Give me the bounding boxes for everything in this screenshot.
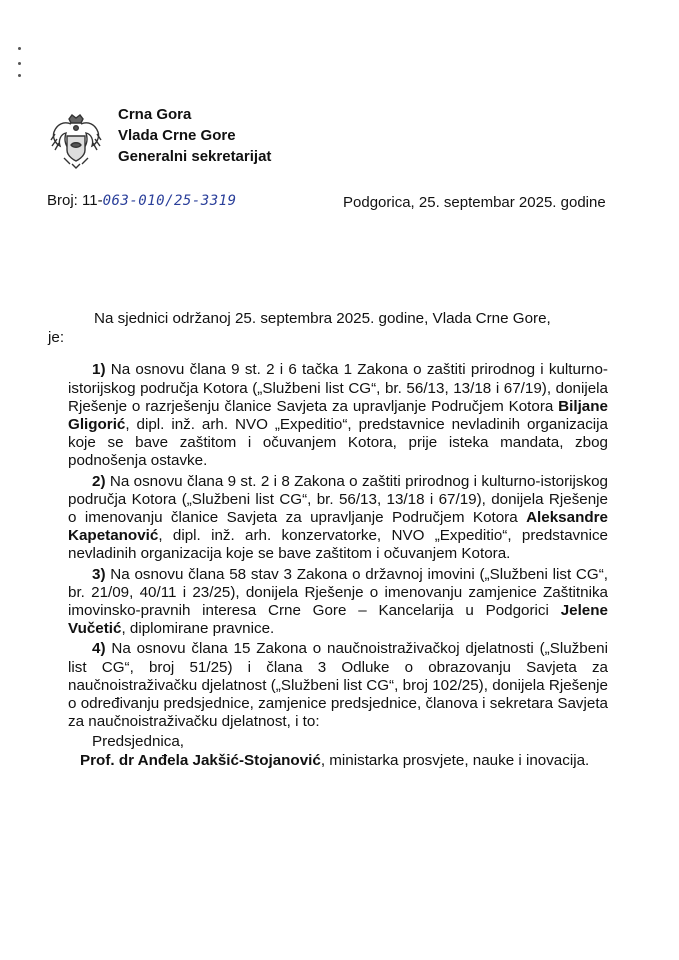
item-text-end: , dipl. inž. arh. NVO „Expeditio“, predstavnice nevladinih organizacija koje se bave zaštitom i očuvanjem Kotora, prije isteka mandata, zbog podnošenja ostavke. [68,416,608,470]
item-person-name: Biljane Gligorić [68,397,608,434]
role-label: Predsjednica, [92,733,185,751]
scan-mark [18,74,21,77]
document-date: Podgorica, 25. septembar 2025. godine [343,194,606,211]
scan-mark [18,62,21,65]
reference-label: Broj: 11- [47,192,103,209]
intro-je: je: [48,329,65,347]
coat-of-arms-icon [50,112,102,170]
item-person-name: Jelene Vučetić [68,602,608,638]
decision-item [68,473,608,564]
intro-paragraph: Na sjednici održanoj 25. septembra 2025. godine, Vlada Crne Gore, [94,310,551,327]
appointee [68,752,608,770]
scan-mark [18,47,21,50]
decision-item [68,361,608,470]
institution-header [118,104,271,167]
item-text-end: , diplomirane pravnice. [121,620,275,638]
handwritten-reference: 063-010/25-3319 [102,193,237,209]
reference-number [47,192,237,209]
decision-item [68,640,608,731]
header-government: Vlada Crne Gore [118,127,236,144]
appointee-name: Prof. dr Anđela Jakšić-Stojanović [80,751,321,769]
item-number: 4) [92,640,106,658]
item-person-name: Aleksandre Kapetanović [68,509,608,545]
item-number: 1) [92,361,106,379]
item-number: 2) [92,472,106,490]
item-text: Na osnovu člana 58 stav 3 Zakona o državnoj imovini („Službeni list CG“, br. 21/09, 40/11 i 23/25), donijela Rješenje o imenovanju zamjenice Zaštitnika imovinsko-pravnih interesa Crne Gore – Kancelarija u Podgorici [68,565,608,620]
item-text: Na osnovu člana 9 st. 2 i 6 tačka 1 Zakona o zaštiti prirodnog i kulturno-istorijskog područja Kotora („Službeni list CG“, br. 56/13, 13/18 i 67/19), donijela Rješenje o razrješenju članice Savjeta za upravljanje Područjem Kotora [68,361,608,415]
item-text: Na osnovu člana 9 st. 2 i 8 Zakona o zaštiti prirodnog i kulturno-istorijskog područja Kotora („Službeni list CG“, br. 56/13, 13/18 i 67/19), donijela Rješenje o imenovanju članice Savjeta za upravljanje Područjem Kotora [68,472,608,527]
item-number: 3) [92,565,106,583]
item-text: Na osnovu člana 15 Zakona o naučnoistraživačkoj djelatnosti („Službeni list CG“, broj 51/25) i člana 3 Odluke o obrazovanju Savjeta za naučnoistraživačku djelatnost („Službeni list CG“, broj 102/25), donijela Rješenje o određivanju predsjednice, zamjenice predsjednice, članova i sekretara Savjeta za naučnoistraživačku djelatnost, i to: [68,640,608,731]
appointee-title: , ministarka prosvjete, nauke i inovacija. [320,751,590,769]
item-text-end: , dipl. inž. arh. konzervatorke, NVO „Expeditio“, predstavnice nevladinih organizacija koje se bave zaštitom i očuvanjem Kotora. [68,527,608,563]
header-secretariat: Generalni sekretarijat [118,148,272,165]
document-body [48,310,608,770]
decision-item [68,566,608,639]
header-country: Crna Gora [118,106,192,123]
